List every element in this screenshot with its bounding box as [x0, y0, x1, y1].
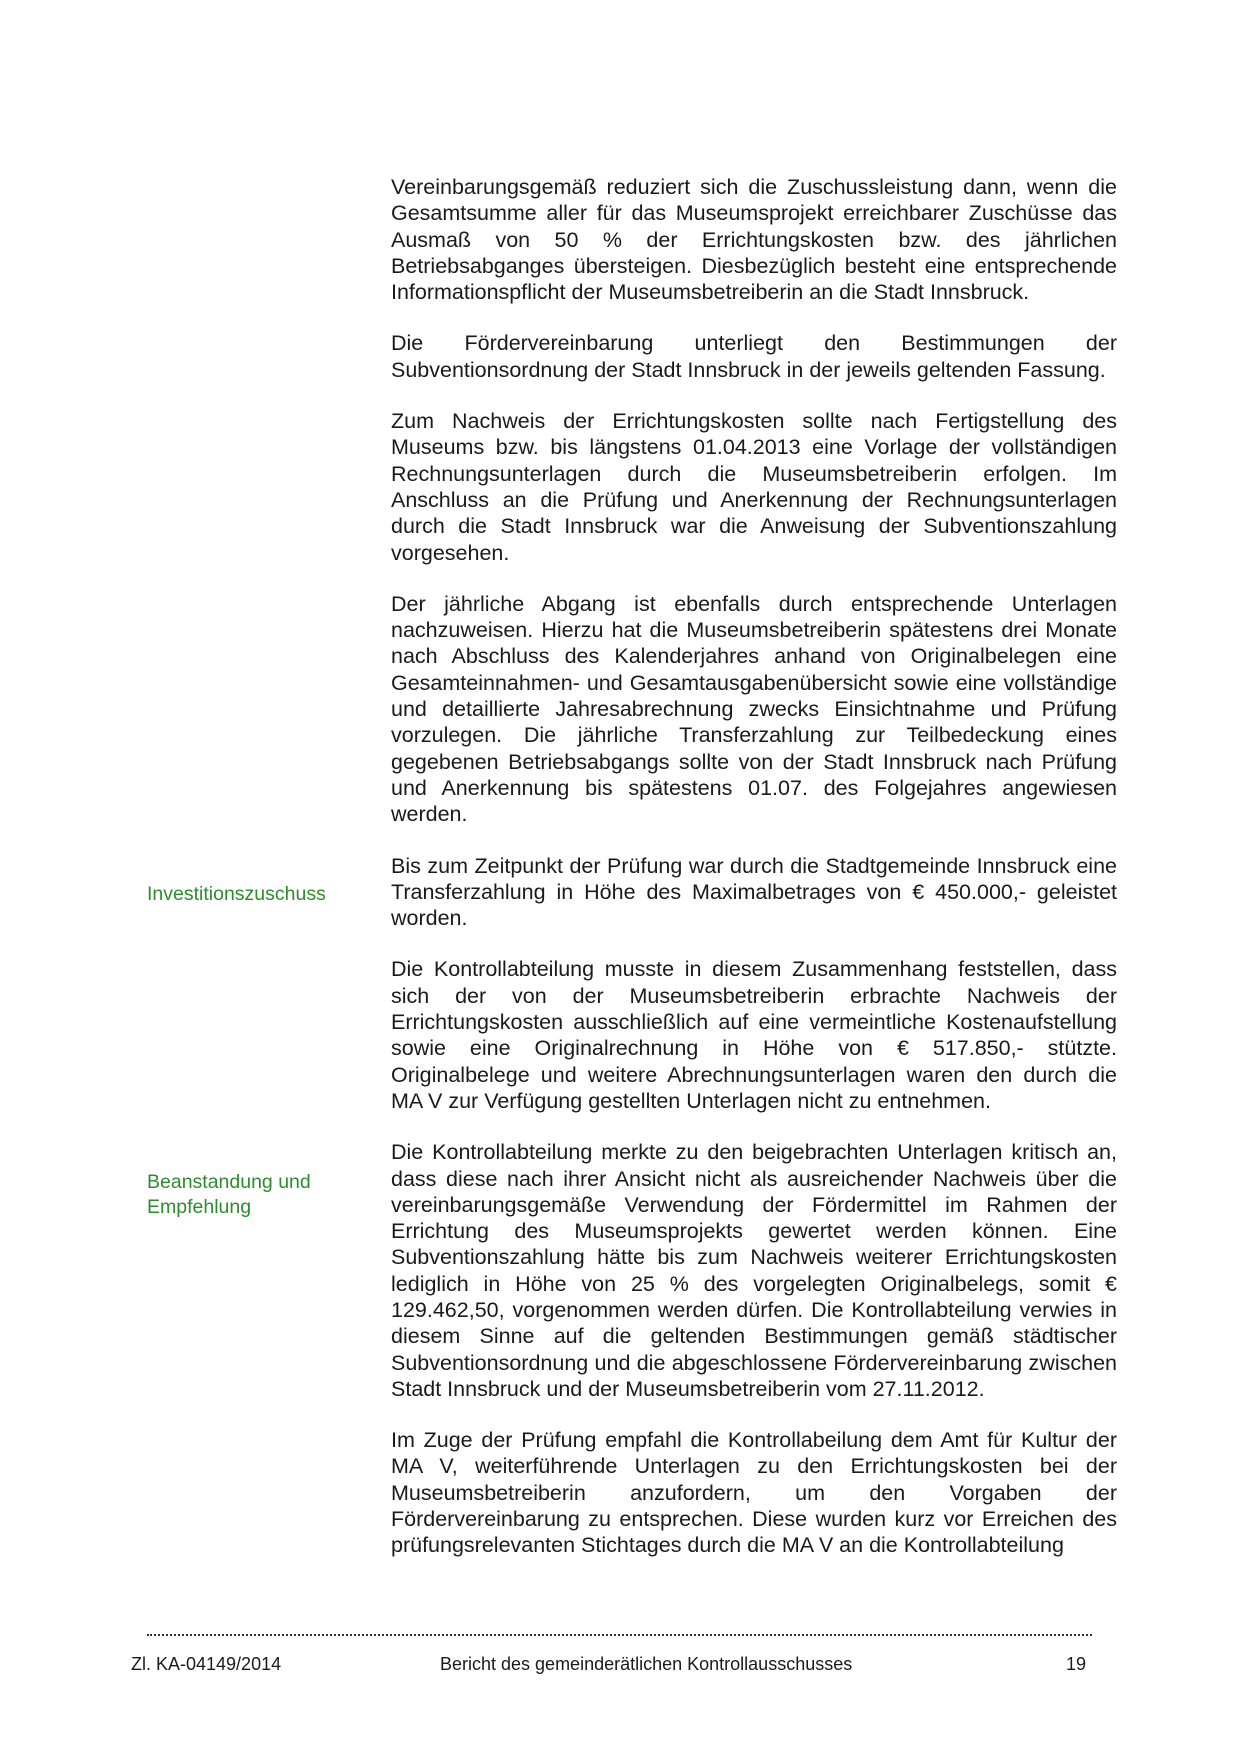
paragraph-transferzahlung: Bis zum Zeitpunkt der Prüfung war durch die Stadtgemeinde Innsbruck eine Transferzahlung in Höhe des Maximalbetrages von € 450.000,- geleistet worden. [391, 853, 1117, 931]
paragraph-nachweis-errichtungskosten: Zum Nachweis der Errichtungskosten sollte nach Fertigstellung des Museums bzw. bis längstens 01.04.2013 eine Vorlage der vollständigen Rechnungsunterlagen durch die Museumsbetreiberin erfolgen. Im Anschluss an die Prüfung und Anerkennung der Rechnungsunterlagen durch die Stadt Innsbruck war die Anweisung der Subventionszahlung vorgesehen. [391, 409, 1117, 565]
footer-page-number: 19 [1066, 1654, 1087, 1674]
footer-title: Bericht des gemeinderätlichen Kontrollausschusses [440, 1654, 853, 1674]
paragraph-empfehlung: Im Zuge der Prüfung empfahl die Kontrollabeilung dem Amt für Kultur der MA V, weiterführende Unterlagen zu den Errichtungskosten bei der Museumsbetreiberin anzufordern, um den Vorgaben der Fördervereinbarung zu entsprechen. Diese wurden kurz vor Erreichen des prüfungsrelevanten Stichtages durch die MA V an die Kontrollabteilung [391, 1428, 1117, 1558]
paragraph-feststellung: Die Kontrollabteilung musste in diesem Zusammenhang feststellen, dass sich der von der Museumsbetreiberin erbrachte Nachweis der Errichtungskosten ausschließlich auf eine vermeintliche Kostenaufstellung sowie eine Originalrechnung in Höhe von € 517.850,- stützte. Originalbelege und weitere Abrechnungsunterlagen waren den durch die MA V zur Verfügung gestellten Unterlagen nicht zu entnehmen. [391, 957, 1117, 1113]
paragraph-jaehrlicher-abgang: Der jährliche Abgang ist ebenfalls durch entsprechende Unterlagen nachzuweisen. Hierzu hat die Museumsbetreiberin spätestens drei Monate nach Abschluss des Kalenderjahres anhand von Originalbelegen eine Gesamteinnahmen- und Gesamtausgabenübersicht sowie eine vollständige und detaillierte Jahresabrechnung zwecks Einsichtnahme und Prüfung vorzulegen. Die jährliche Transferzahlung zur Teilbedeckung eines gegebenen Betriebsabgangs sollte von der Stadt Innsbruck nach Prüfung und Anerkennung bis spätestens 01.07. des Folgejahres angewiesen werden. [391, 591, 1117, 827]
paragraph-zuschussleistung: Vereinbarungsgemäß reduziert sich die Zuschussleistung dann, wenn die Gesamtsumme aller für das Museumsprojekt erreichbarer Zuschüsse das Ausmaß von 50 % der Errichtungskosten bzw. des jährlichen Betriebsabganges übersteigen. Diesbezüglich besteht eine entsprechende Informationspflicht der Museumsbetreiberin an die Stadt Innsbruck. [391, 175, 1117, 305]
paragraph-beanstandung: Die Kontrollabteilung merkte zu den beigebrachten Unterlagen kritisch an, dass diese nach ihrer Ansicht nicht als ausreichender Nachweis über die vereinbarungsgemäße Verwendung der Fördermittel im Rahmen der Errichtung des Museumsprojekts gewertet werden können. Eine Subventionszahlung hätte bis zum Nachweis weiterer Errichtungskosten lediglich in Höhe von 25 % des vorgelegten Originalbelegs, somit € 129.462,50, vorgenommen werden dürfen. Die Kontrollabteilung verwies in diesem Sinne auf die geltenden Bestimmungen gemäß städtischer Subventionsordnung und die abgeschlossene Fördervereinbarung zwischen Stadt Innsbruck und der Museumsbetreiberin vom 27.11.2012. [391, 1140, 1117, 1401]
main-text [391, 174, 1117, 1584]
footer-divider [147, 1634, 1092, 1636]
margin-label-beanstandung [147, 1170, 357, 1220]
footer-reference: Zl. KA-04149/2014 [131, 1654, 282, 1674]
margin-label-beanstandung-line1: Beanstandung und [147, 1171, 311, 1193]
paragraph-subventionsordnung: Die Fördervereinbarung unterliegt den Bestimmungen der Subventionsordnung der Stadt Innsbruck in der jeweils geltenden Fassung. [391, 331, 1117, 382]
margin-label-beanstandung-line2: Empfehlung [147, 1196, 252, 1218]
margin-label-investitionszuschuss: Investitionszuschuss [147, 883, 326, 905]
